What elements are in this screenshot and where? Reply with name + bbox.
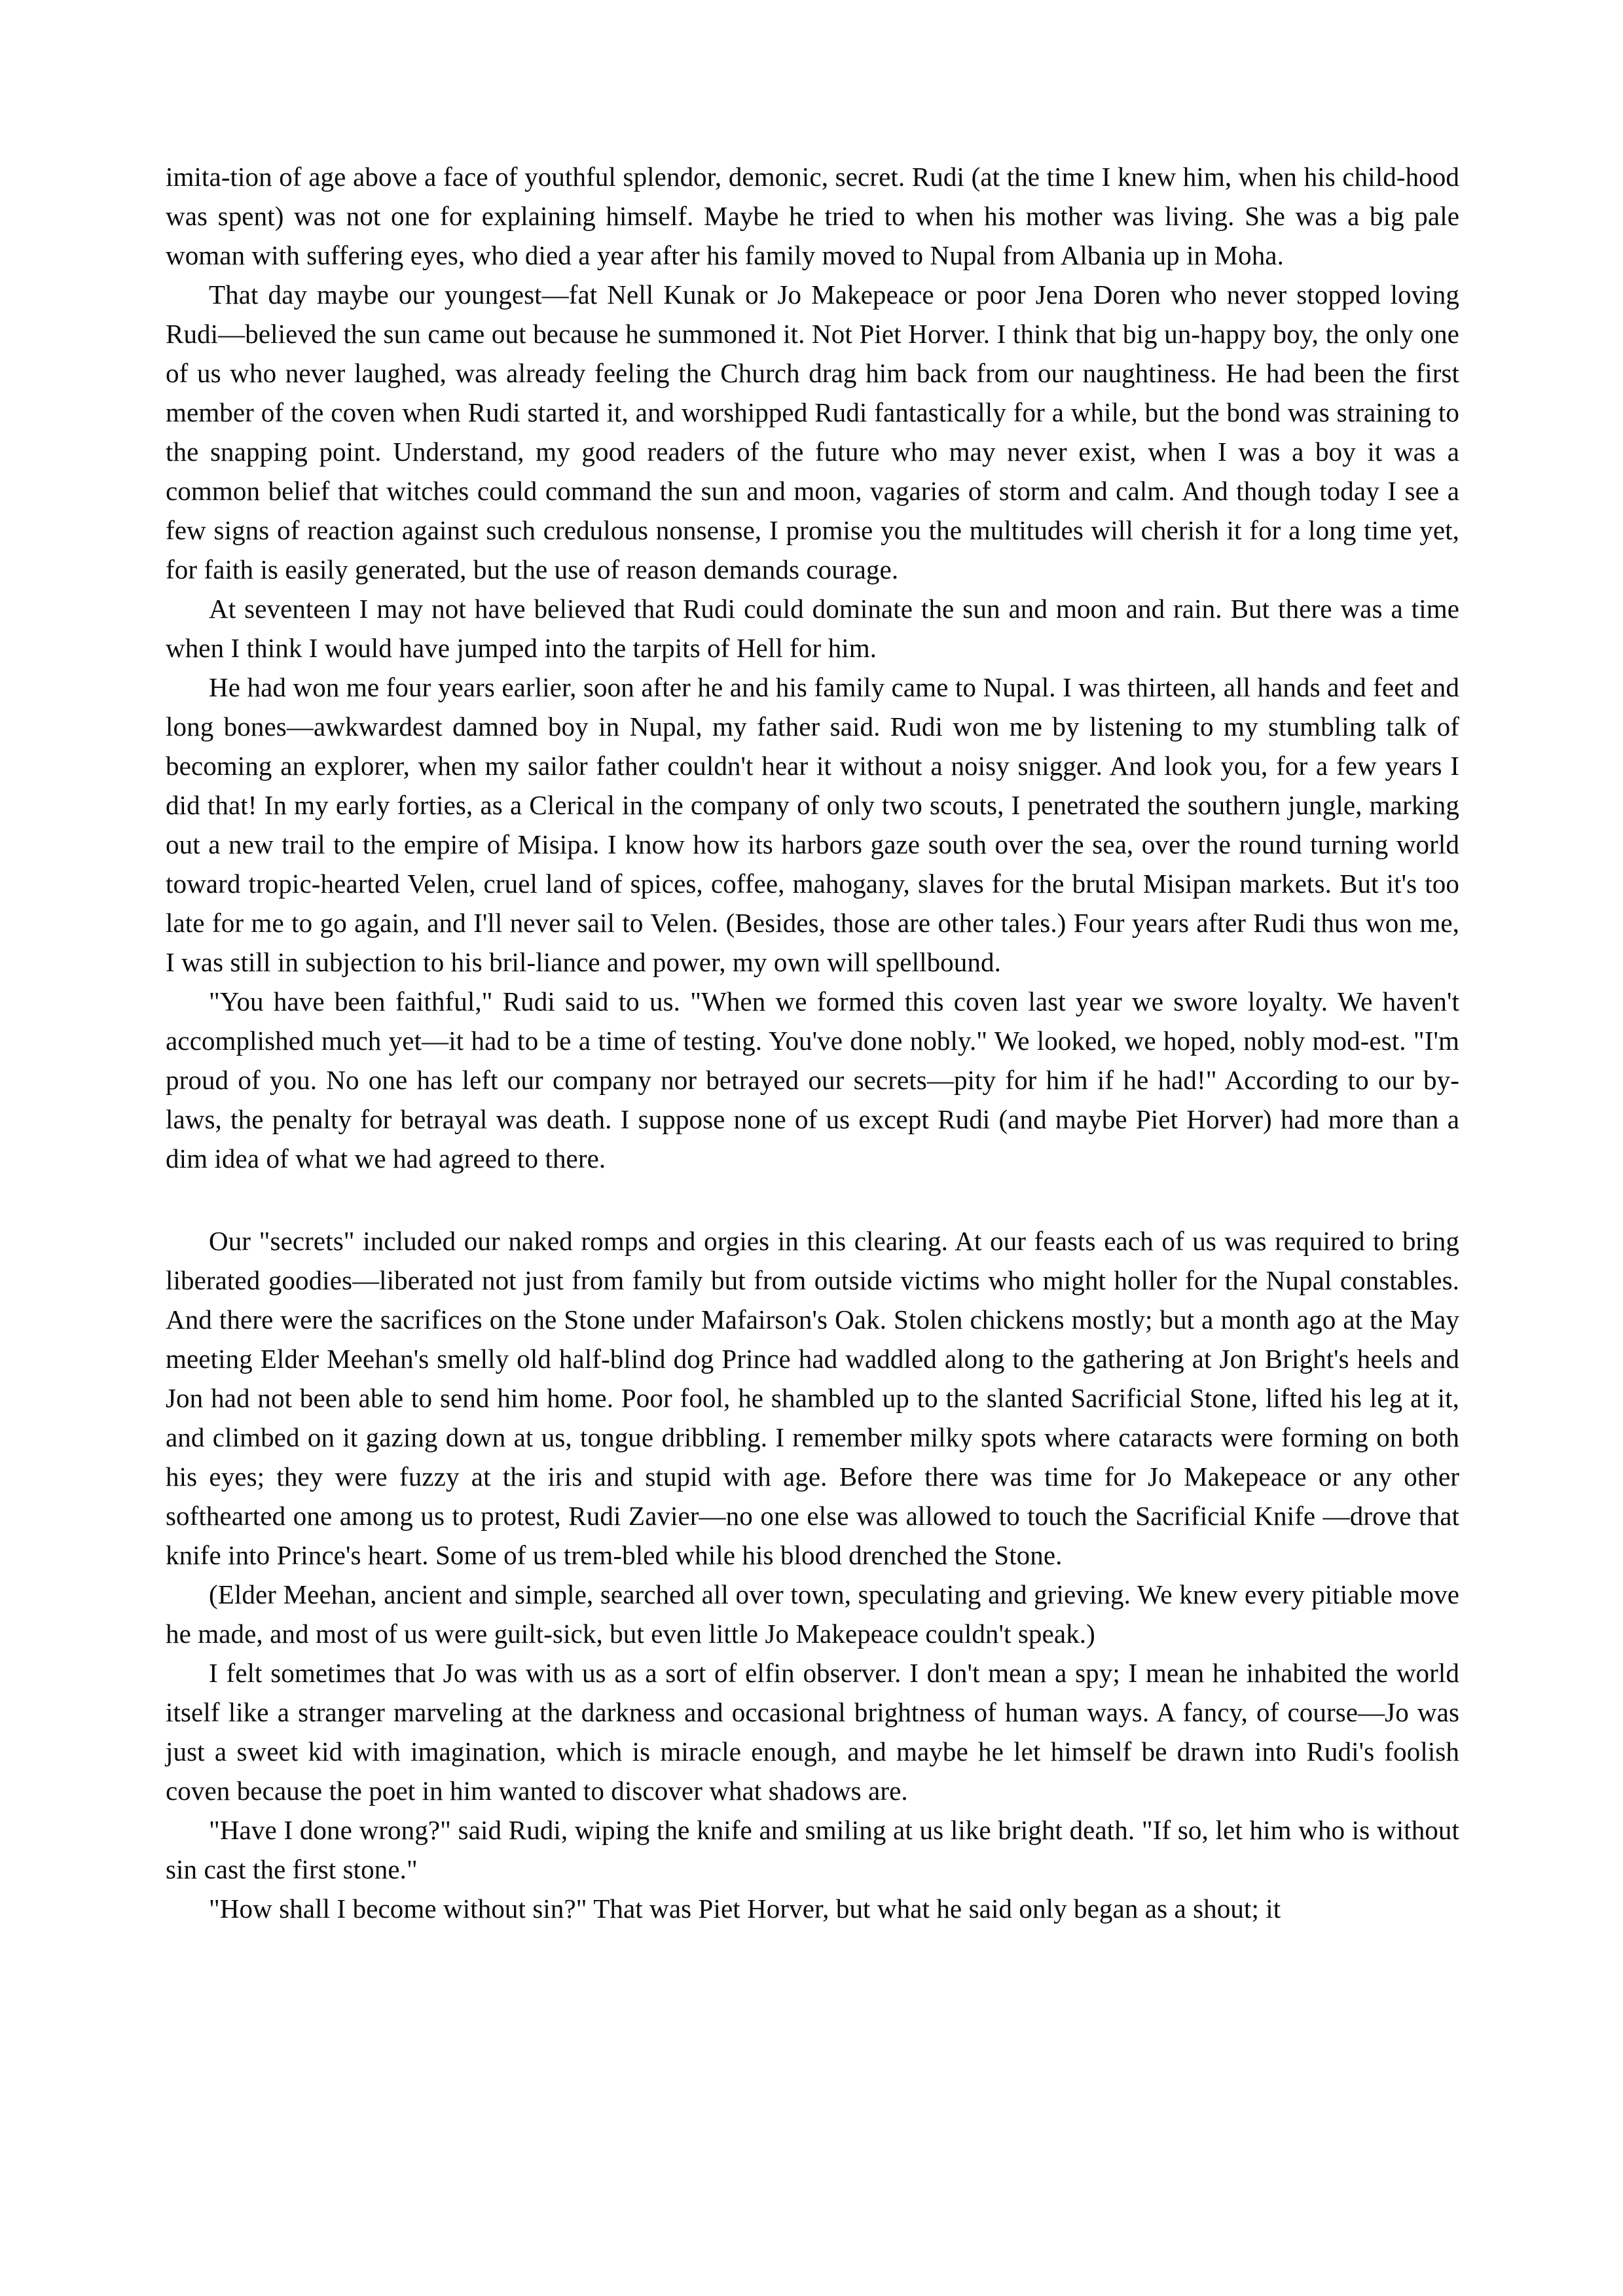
paragraph: I felt sometimes that Jo was with us as a sort of elfin observer. I don't mean a spy; I mean he inhabited the world itself like a stranger marveling at the darkness and occasional brightness of human ways. A fancy, of course—Jo was just a sweet kid with imagination, which is miracle enough, and maybe he let himself be drawn into Rudi's foolish coven because the poet in him wanted to discover what shadows are. [166,1658,1459,1806]
paragraph: "How shall I become without sin?" That was Piet Horver, but what he said only began as a shout; it [209,1893,1281,1924]
paragraph: "Have I done wrong?" said Rudi, wiping the knife and smiling at us like bright death. "If so, let him who is without sin cast the first stone." [166,1815,1459,1884]
paragraph: At seventeen I may not have believed that Rudi could dominate the sun and moon and rain. But there was a time when I think I would have jumped into the tarpits of Hell for him. [166,594,1459,663]
text-column [166,157,1459,1928]
paragraph-section-start: Our "secrets" included our naked romps and orgies in this clearing. At our feasts each of us was required to bring liberated goodies—liberated not just from family but from outside victims who might holler for the Nupal constables. And there were the sacrifices on the Stone under Mafairson's Oak. Stolen chickens mostly; but a month ago at the May meeting Elder Meehan's smelly old half-blind dog Prince had waddled along to the gathering at Jon Bright's heels and Jon had not been able to send him home. Poor fool, he shambled up to the slanted Sacrificial Stone, lifted his leg at it, and climbed on it gazing down at us, tongue dribbling. I remember milky spots where cataracts were forming on both his eyes; they were fuzzy at the iris and stupid with age. Before there was time for Jo Makepeace or any other softhearted one among us to protest, Rudi Zavier—no one else was allowed to touch the Sacrificial Knife —drove that knife into Prince's heart. Some of us trem-bled while his blood drenched the Stone. [166,1226,1459,1570]
paragraph-continuation: imita-tion of age above a face of youthful splendor, demonic, secret. Rudi (at the time I knew him, when his child-hood was spent) was not one for explaining himself. Maybe he tried to when his mother was living. She was a big pale woman with suffering eyes, who died a year after his family moved to Nupal from Albania up in Moha. [166,162,1459,270]
paragraph: (Elder Meehan, ancient and simple, searched all over town, speculating and grieving. We knew every pitiable move he made, and most of us were guilt-sick, but even little Jo Makepeace couldn't speak.) [166,1579,1459,1649]
paragraph: He had won me four years earlier, soon after he and his family came to Nupal. I was thirteen, all hands and feet and long bones—awkwardest damned boy in Nupal, my father said. Rudi won me by listening to my stumbling talk of becoming an explorer, when my sailor father couldn't hear it without a noisy snigger. And look you, for a few years I did that! In my early forties, as a Clerical in the company of only two scouts, I penetrated the southern jungle, marking out a new trail to the empire of Misipa. I know how its harbors gaze south over the sea, over the round turning world toward tropic-hearted Velen, cruel land of spices, coffee, mahogany, slaves for the brutal Misipan markets. But it's too late for me to go again, and I'll never sail to Velen. (Besides, those are other tales.) Four years after Rudi thus won me, I was still in subjection to his bril-liance and power, my own will spellbound. [166,672,1459,977]
paragraph: "You have been faithful," Rudi said to us. "When we formed this coven last year we swore loyalty. We haven't accomplished much yet—it had to be a time of testing. You've done nobly." We looked, we hoped, nobly mod-est. "I'm proud of you. No one has left our company nor betrayed our secrets—pity for him if he had!" According to our by-laws, the penalty for betrayal was death. I suppose none of us except Rudi (and maybe Piet Horver) had more than a dim idea of what we had agreed to there. [166,986,1459,1174]
paragraph: That day maybe our youngest—fat Nell Kunak or Jo Makepeace or poor Jena Doren who never stopped loving Rudi—believed the sun came out because he summoned it. Not Piet Horver. I think that big un-happy boy, the only one of us who never laughed, was already feeling the Church drag him back from our naughtiness. He had been the first member of the coven when Rudi started it, and worshipped Rudi fantastically for a while, but the bond was straining to the snapping point. Understand, my good readers of the future who may never exist, when I was a boy it was a common belief that witches could command the sun and moon, vagaries of storm and calm. And though today I see a few signs of reaction against such credulous nonsense, I promise you the multitudes will cherish it for a long time yet, for faith is easily generated, but the use of reason demands courage. [166,279,1459,584]
